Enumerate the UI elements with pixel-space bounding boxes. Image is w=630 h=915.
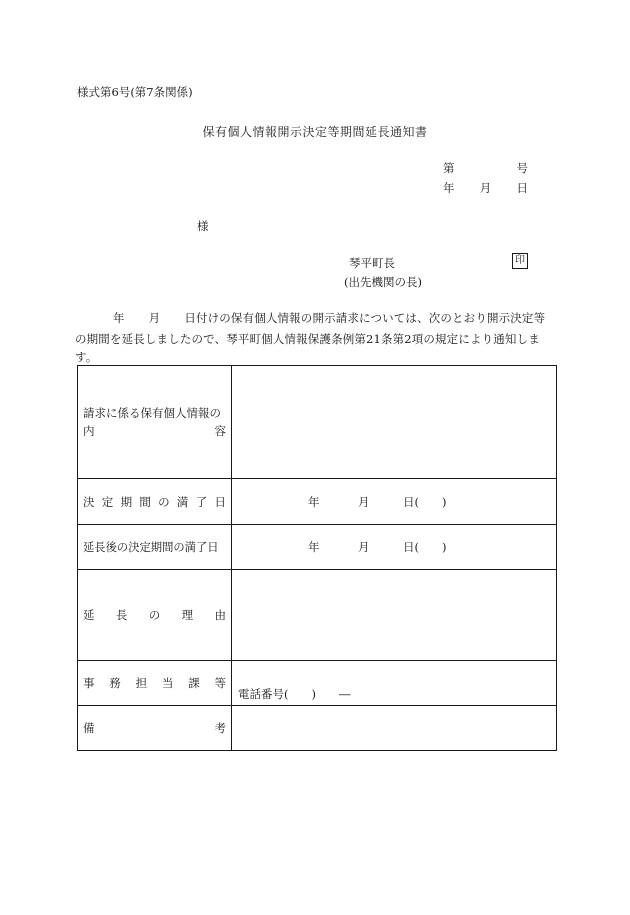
row-expiry-date bbox=[78, 479, 557, 525]
date-month: 月 bbox=[479, 181, 492, 195]
extended-day: 日( ) bbox=[403, 540, 447, 554]
office-char: 課 bbox=[188, 676, 200, 690]
body-line-2: の期間を延長しましたので、琴平町個人情報保護条例第21条第2項の規定により通知しま bbox=[75, 332, 540, 346]
extended-date-value[interactable] bbox=[232, 525, 557, 570]
expiry-char: 間 bbox=[139, 494, 151, 509]
expiry-char: の bbox=[158, 494, 170, 509]
body-line-1-text: 日付けの保有個人情報の開示請求については、次のとおり開示決定等 bbox=[184, 311, 546, 325]
addressee-honorific: 様 bbox=[197, 219, 209, 233]
sender-subtitle: (出先機関の長) bbox=[344, 275, 422, 289]
expiry-date-value[interactable] bbox=[232, 479, 557, 525]
expiry-char: 決 bbox=[83, 494, 95, 509]
form-number: 様式第6号(第7条関係) bbox=[77, 85, 193, 99]
expiry-date-label bbox=[78, 479, 232, 525]
document-date-line bbox=[443, 180, 528, 196]
remarks-value[interactable] bbox=[232, 706, 557, 751]
reason-value[interactable] bbox=[232, 570, 557, 661]
request-content-label bbox=[78, 366, 232, 479]
sender-title: 琴平町長 bbox=[349, 256, 395, 270]
expiry-char: 定 bbox=[101, 494, 114, 509]
date-year: 年 bbox=[443, 181, 455, 195]
body-month: 月 bbox=[148, 311, 161, 325]
request-content-value[interactable] bbox=[232, 366, 557, 479]
request-label-uchi: 内 bbox=[83, 424, 95, 438]
reason-label bbox=[78, 570, 232, 661]
remarks-char: 備 bbox=[83, 721, 95, 735]
reason-char: 延 bbox=[83, 608, 95, 622]
office-char: 事 bbox=[83, 676, 95, 690]
body-paragraph bbox=[77, 308, 555, 364]
body-line-1 bbox=[77, 308, 555, 329]
phone-number-field: 電話番号( ) ― bbox=[238, 687, 351, 701]
reason-char: 理 bbox=[181, 608, 194, 622]
office-char: 担 bbox=[135, 676, 148, 690]
office-char: 務 bbox=[109, 676, 121, 690]
expiry-char: 満 bbox=[176, 494, 189, 509]
reason-char: 由 bbox=[214, 608, 226, 622]
row-remarks bbox=[78, 706, 557, 751]
expiry-year: 年 bbox=[308, 494, 320, 509]
row-request-content bbox=[78, 366, 557, 479]
extended-year: 年 bbox=[308, 540, 320, 554]
office-char: 等 bbox=[214, 676, 226, 690]
reason-char: の bbox=[148, 608, 161, 622]
body-line-3: す。 bbox=[75, 350, 98, 364]
row-office bbox=[78, 661, 557, 706]
form-table bbox=[77, 365, 557, 751]
office-char: 当 bbox=[161, 676, 174, 690]
expiry-char: 日 bbox=[214, 494, 226, 509]
remarks-char: 考 bbox=[214, 721, 226, 735]
request-label-line-1: 請求に係る保有個人情報の bbox=[83, 406, 221, 420]
body-year: 年 bbox=[113, 311, 125, 325]
reason-char: 長 bbox=[115, 608, 128, 622]
number-dai: 第 bbox=[443, 161, 455, 175]
expiry-day: 日( ) bbox=[403, 494, 447, 509]
document-number-line bbox=[443, 160, 528, 176]
extended-month: 月 bbox=[358, 540, 370, 554]
expiry-month: 月 bbox=[358, 494, 370, 509]
remarks-label bbox=[78, 706, 232, 751]
row-extended-date bbox=[78, 525, 557, 570]
expiry-char: 了 bbox=[195, 494, 208, 509]
document-title: 保有個人情報開示決定等期間延長通知書 bbox=[202, 125, 428, 139]
seal-mark: 印 bbox=[512, 253, 528, 269]
expiry-char: 期 bbox=[120, 494, 133, 509]
extended-date-label: 延長後の決定期間の満了日 bbox=[78, 525, 232, 570]
date-day: 日 bbox=[516, 181, 528, 195]
request-label-you: 容 bbox=[214, 424, 226, 438]
office-value[interactable] bbox=[232, 661, 557, 706]
request-label-line-2 bbox=[83, 422, 226, 440]
office-label bbox=[78, 661, 232, 706]
number-go: 号 bbox=[516, 161, 528, 175]
row-reason bbox=[78, 570, 557, 661]
